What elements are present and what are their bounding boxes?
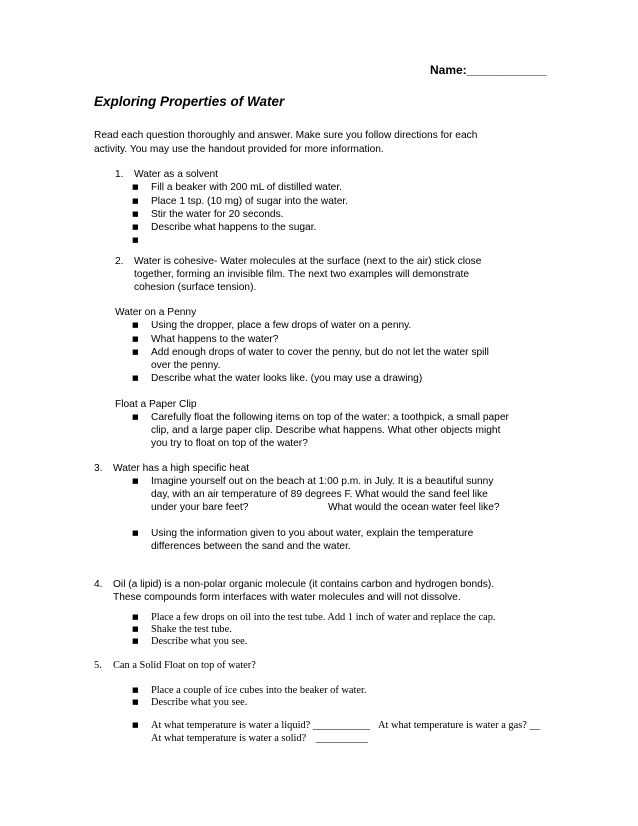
q3-line: differences between the sand and the water.: [151, 541, 351, 552]
q3-heading: Water has a high specific heat: [113, 463, 250, 474]
bullet-icon: ■: [132, 236, 139, 244]
penny-step-continued: over the penny.: [151, 360, 221, 371]
bullet-icon: ■: [132, 529, 139, 537]
q3-line: What would the ocean water feel like?: [328, 502, 500, 513]
q4-step: Describe what you see.: [151, 636, 248, 647]
q5-number: 5.: [94, 660, 102, 671]
q4-line: Oil (a lipid) is a non-polar organic molecule (it contains carbon and hydrogen bonds).: [113, 579, 495, 590]
q5-step: Place a couple of ice cubes into the beaker of water.: [151, 685, 367, 696]
q5-step: Describe what you see.: [151, 697, 248, 708]
solid-temperature-prompt: At what temperature is water a solid?: [151, 733, 307, 744]
worksheet-title: Exploring Properties of Water: [94, 94, 285, 109]
penny-heading: Water on a Penny: [115, 307, 197, 318]
bullet-icon: ■: [132, 698, 139, 706]
bullet-icon: ■: [132, 625, 139, 633]
bullet-icon: ■: [132, 374, 139, 382]
penny-step: Add enough drops of water to cover the penny, but do not let the water spill: [151, 347, 489, 358]
q3-line: Imagine yourself out on the beach at 1:00 p.m. in July. It is a beautiful sunny: [151, 476, 494, 487]
clip-line: Carefully float the following items on top of the water: a toothpick, a small paper: [151, 412, 509, 423]
bullet-icon: ■: [132, 223, 139, 231]
bullet-icon: ■: [132, 721, 139, 729]
bullet-icon: ■: [132, 183, 139, 191]
q2-line: Water is cohesive- Water molecules at the surface (next to the air) stick close: [134, 256, 482, 267]
q1-step: Fill a beaker with 200 mL of distilled water.: [151, 182, 343, 193]
q5-heading: Can a Solid Float on top of water?: [113, 660, 256, 671]
bullet-icon: ■: [132, 197, 139, 205]
q3-line: Using the information given to you about water, explain the temperature: [151, 528, 474, 539]
q4-step: Place a few drops on oil into the test tube. Add 1 inch of water and replace the cap.: [151, 612, 496, 623]
clip-line: clip, and a large paper clip. Describe what happens. What other objects might: [151, 425, 501, 436]
solid-temperature-blank: __________: [316, 733, 368, 744]
q4-line: These compounds form interfaces with water molecules and will not dissolve.: [113, 592, 461, 603]
bullet-icon: ■: [132, 613, 139, 621]
gas-temperature-prompt: At what temperature is water a gas? __: [378, 720, 540, 731]
q3-number: 3.: [94, 463, 103, 474]
q2-line: together, forming an invisible film. The next two examples will demonstrate: [134, 269, 470, 280]
bullet-icon: ■: [132, 335, 139, 343]
penny-step: Using the dropper, place a few drops of water on a penny.: [151, 320, 412, 331]
bullet-icon: ■: [132, 686, 139, 694]
bullet-icon: ■: [132, 413, 139, 421]
liquid-temperature-prompt: At what temperature is water a liquid? ___________: [151, 720, 371, 731]
q4-step: Shake the test tube.: [151, 624, 232, 635]
q1-number: 1.: [115, 169, 124, 180]
intro-line-2: activity. You may use the handout provided for more information.: [94, 144, 384, 155]
bullet-icon: ■: [132, 348, 139, 356]
bullet-icon: ■: [132, 210, 139, 218]
intro-line-1: Read each question thoroughly and answer. Make sure you follow directions for each: [94, 130, 478, 141]
bullet-icon: ■: [132, 477, 139, 485]
penny-step: Describe what the water looks like. (you may use a drawing): [151, 373, 423, 384]
bullet-icon: ■: [132, 321, 139, 329]
q3-line: under your bare feet?: [151, 502, 249, 513]
q1-step: Describe what happens to the sugar.: [151, 222, 317, 233]
q1-step: Stir the water for 20 seconds.: [151, 209, 284, 220]
q3-line: day, with an air temperature of 89 degrees F. What would the sand feel like: [151, 489, 488, 500]
q1-step: Place 1 tsp. (10 mg) of sugar into the water.: [151, 196, 349, 207]
q2-number: 2.: [115, 256, 124, 267]
q1-heading: Water as a solvent: [134, 169, 218, 180]
clip-line: you try to float on top of the water?: [151, 438, 308, 449]
q2-line: cohesion (surface tension).: [134, 282, 257, 293]
q4-number: 4.: [94, 579, 103, 590]
penny-step: What happens to the water?: [151, 334, 279, 345]
name-field-label: Name:____________: [430, 63, 547, 77]
clip-heading: Float a Paper Clip: [115, 399, 197, 410]
bullet-icon: ■: [132, 637, 139, 645]
